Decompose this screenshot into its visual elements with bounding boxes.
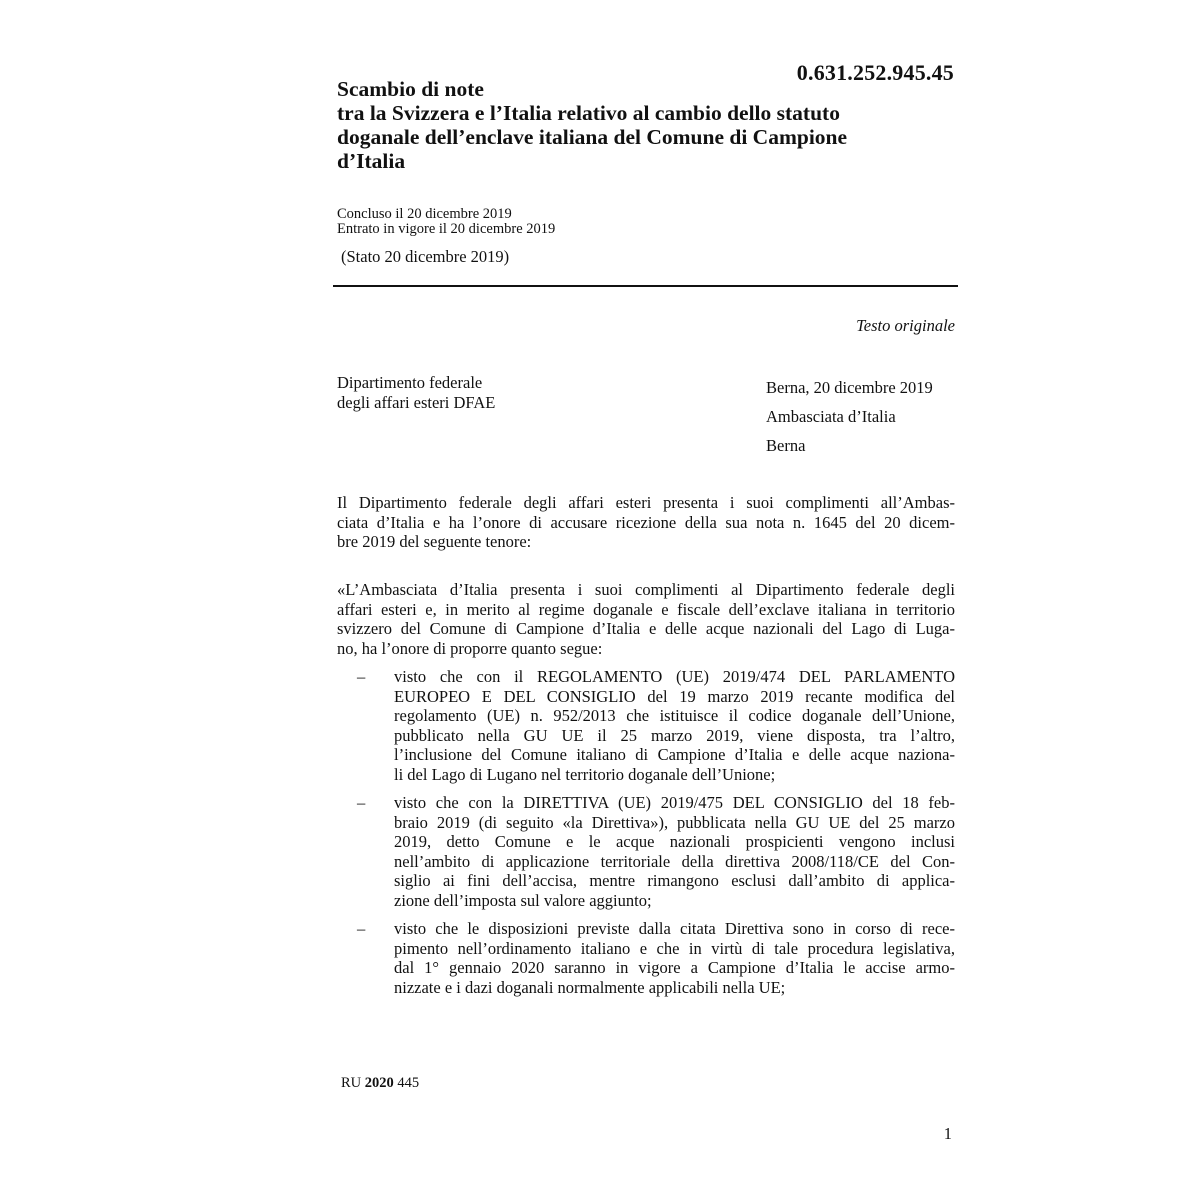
official-compilation-reference: [341, 1075, 419, 1092]
list-item-line: nell’ambito di applicazione territoriale della direttiva 2008/118/CE del Con-: [394, 851, 955, 871]
list-item-line: siglio ai fini dell’accisa, mentre rimangono esclusi dall’ambito di applica-: [394, 871, 955, 890]
list-item-line: visto che con la DIRETTIVA (UE) 2019/475 DEL CONSIGLIO del 18 feb-: [394, 793, 955, 812]
title-line: doganale dell’enclave italiana del Comune di Campione: [337, 125, 848, 149]
list-item: [337, 667, 955, 784]
intro-paragraph: [337, 493, 955, 552]
place-date: Berna, 20 dicembre 2019: [766, 378, 933, 397]
original-text-label: Testo originale: [856, 316, 955, 335]
paragraph-line: bre 2019 del seguente tenore:: [337, 532, 532, 551]
paragraph-line: «L’Ambasciata d’Italia presenta i suoi complimenti al Dipartimento federale degli: [337, 580, 955, 599]
list-item-line: visto che le disposizioni previste dalla citata Direttiva sono in corso di rece-: [394, 919, 955, 938]
status-date: (Stato 20 dicembre 2019): [341, 247, 510, 266]
list-item-line: li del Lago di Lugano nel territorio doganale dell’Unione;: [394, 764, 776, 784]
paragraph-line: no, ha l’onore di proporre quanto segue:: [337, 638, 603, 658]
list-item-line: EUROPEO E DEL CONSIGLIO del 19 marzo 2019 recante modifica del: [394, 686, 955, 706]
paragraph-line: svizzero del Comune di Campione d’Italia e delle acque nazionali del Lago di Luga-: [337, 619, 955, 638]
list-item-line: regolamento (UE) n. 952/2013 che istituisce il codice doganale dell’Unione,: [394, 706, 955, 725]
ru-prefix: RU: [341, 1075, 362, 1091]
dash-marker: –: [357, 793, 366, 812]
list-item-line: zione dell’imposta sul valore aggiunto;: [394, 890, 652, 910]
paragraph-line: ciata d’Italia e ha l’onore di accusare ricezione della sua nota n. 1645 del 20 dicem-: [337, 512, 955, 532]
page-number: 1: [943, 1124, 952, 1143]
document-dates: [337, 207, 555, 237]
list-item: [337, 793, 955, 910]
list-item-line: l’inclusione del Comune italiano di Campione d’Italia e delle acque naziona-: [394, 745, 955, 764]
list-item-line: nizzate e i dazi doganali normalmente applicabili nella UE;: [394, 977, 786, 997]
title-line: d’Italia: [337, 149, 406, 173]
entry-into-force-date: Entrato in vigore il 20 dicembre 2019: [337, 221, 556, 237]
sender-block: [337, 373, 495, 413]
list-item: [337, 919, 955, 997]
concluded-date: Concluso il 20 dicembre 2019: [337, 206, 512, 222]
paragraph-line: Il Dipartimento federale degli affari esteri presenta i suoi complimenti all’Ambas-: [337, 493, 955, 512]
sr-number: 0.631.252.945.45: [796, 60, 954, 85]
addressee: Ambasciata d’Italia: [766, 407, 896, 426]
list-item-line: 2019, detto Comune e le acque nazionali prospicienti vengono inclusi: [394, 832, 955, 851]
dash-marker: –: [357, 919, 366, 938]
header-divider: [333, 285, 958, 287]
sender-line: Dipartimento federale: [337, 373, 483, 392]
quoted-note-paragraph: [337, 580, 955, 658]
sender-line: degli affari esteri DFAE: [337, 393, 496, 412]
list-item-line: dal 1° gennaio 2020 saranno in vigore a Campione d’Italia le accise armo-: [394, 958, 955, 977]
ru-page: 445: [397, 1075, 420, 1091]
title-line: Scambio di note: [337, 77, 484, 101]
recipient-block: [766, 373, 933, 460]
list-item-line: pimento nell’ordinamento italiano e che in virtù di tale procedura legislativa,: [394, 938, 955, 958]
dash-marker: –: [357, 667, 366, 686]
title-line: tra la Svizzera e l’Italia relativo al cambio dello statuto: [337, 101, 840, 125]
recitals-list: [337, 667, 955, 1006]
addressee-city: Berna: [766, 436, 806, 455]
paragraph-line: affari esteri e, in merito al regime doganale e fiscale dell’exclave italiana in territorio: [337, 599, 955, 619]
document-title: [337, 77, 937, 173]
list-item-line: braio 2019 (di seguito «la Direttiva»), pubblicata nella GU UE del 25 marzo: [394, 812, 955, 832]
list-item-line: pubblicato nella GU UE il 25 marzo 2019, viene disposta, tra l’altro,: [394, 725, 955, 745]
list-item-line: visto che con il REGOLAMENTO (UE) 2019/474 DEL PARLAMENTO: [394, 667, 955, 686]
ru-year: 2020: [364, 1075, 394, 1091]
